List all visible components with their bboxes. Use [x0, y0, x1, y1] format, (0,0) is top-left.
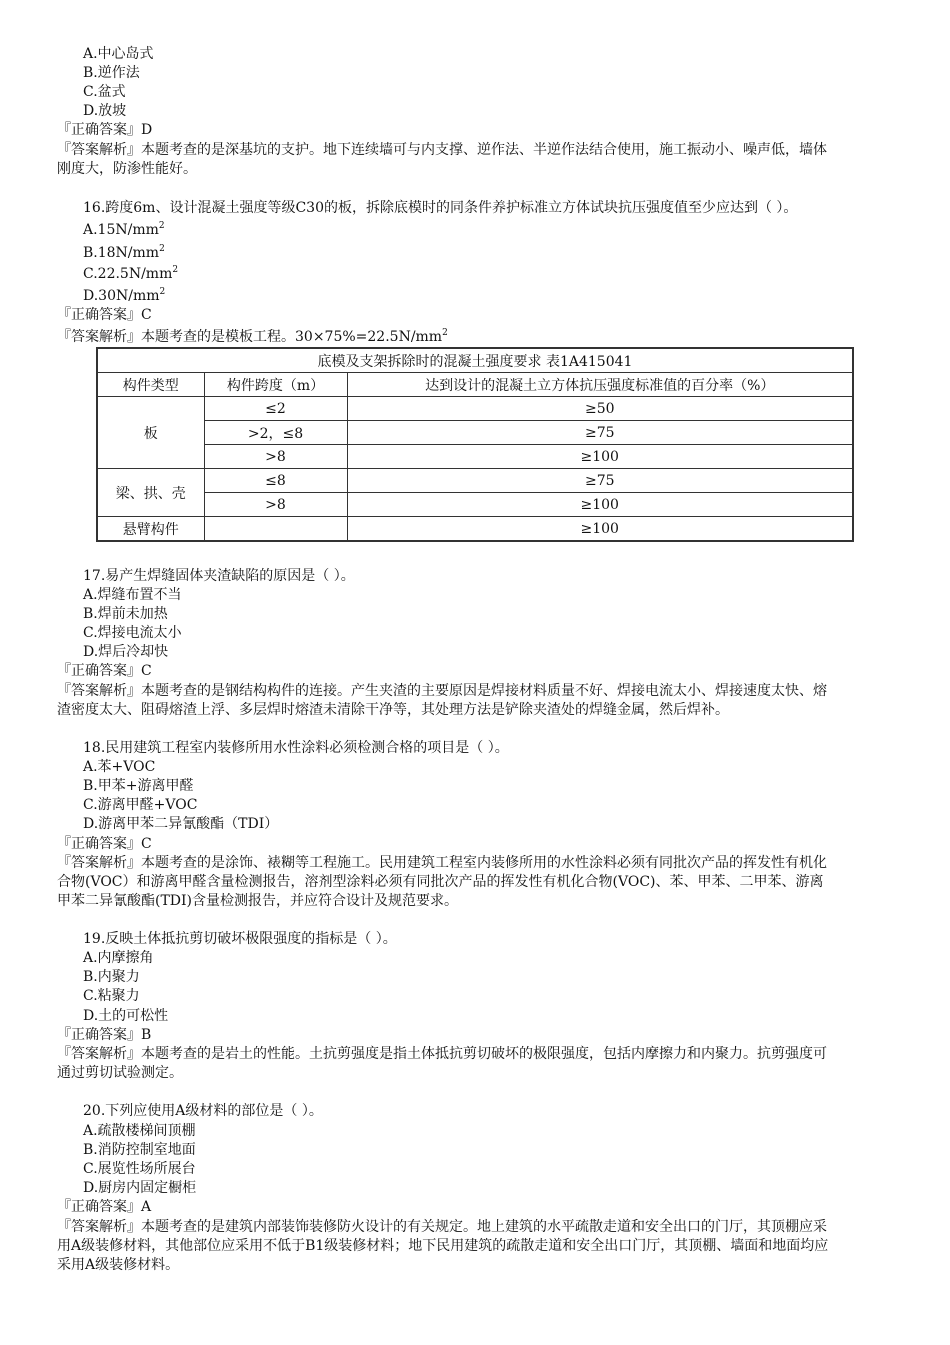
table-caption: 底模及支架拆除时的混凝土强度要求 表1A415041 [97, 348, 853, 373]
option-d: D.土的可松性 [83, 1008, 169, 1024]
option-d: D.游离甲苯二异氰酸酯（TDI） [83, 816, 279, 832]
option-d: D.放坡 [83, 103, 127, 119]
table-cell-span: >2，≤8 [204, 421, 347, 445]
option-c: C.游离甲醛+VOC [83, 797, 198, 813]
table-cell-span: ≤8 [204, 469, 347, 493]
option-a: A.中心岛式 [83, 46, 154, 62]
option-a: A.内摩擦角 [83, 950, 154, 966]
option-b: B.甲苯+游离甲醛 [83, 778, 194, 794]
table-cell-span-empty [204, 517, 347, 542]
answer-analysis: 『答案解析』本题考查的是模板工程。$30\times 75\%=22.5N/mm^2$ [57, 328, 448, 345]
strength-requirement-table [96, 347, 854, 542]
option-c: C.粘聚力 [83, 988, 140, 1004]
answer-analysis-cont: 甲苯二异氰酸酯(TDI)含量检测报告，并应符合设计及规范要求。 [57, 893, 459, 909]
option-c: C.展览性场所展台 [83, 1161, 196, 1177]
option-a: A.苯+VOC [83, 759, 156, 775]
option-b: B.内聚力 [83, 969, 140, 985]
answer-analysis-cont: 用A级装修材料，其他部位应采用不低于B1级装修材料；地下民用建筑的疏散走道和安全出口门厅，其顶棚、墙面和地面均应 [57, 1238, 829, 1254]
table-cell-value: ≥75 [347, 469, 853, 493]
table-header: 构件跨度（m） [204, 373, 347, 397]
table-cell-value: ≥100 [347, 445, 853, 469]
table-cell-type: 悬臂构件 [97, 517, 204, 542]
table-cell-type: 板 [97, 397, 204, 469]
table-header: 达到设计的混凝土立方体抗压强度标准值的百分率（%） [347, 373, 853, 397]
table-cell-span: >8 [204, 493, 347, 517]
correct-answer: 『正确答案』C [57, 307, 152, 323]
table-cell-span: ≤2 [204, 397, 347, 421]
correct-answer: 『正确答案』C [57, 663, 152, 679]
option-b: B.逆作法 [83, 65, 140, 81]
option-b: B.焊前未加热 [83, 606, 168, 622]
option-b: $B.18N/mm^2$ [83, 244, 165, 261]
table-header: 构件类型 [97, 373, 204, 397]
option-c: $C.22.5N/mm^2$ [83, 265, 179, 282]
answer-analysis-cont: 合物(VOC）和游离甲醛含量检测报告，溶剂型涂料必须有同批次产品的挥发性有机化合物(VOC)、苯、甲苯、二甲苯、游离 [57, 874, 824, 890]
table-cell-span: >8 [204, 445, 347, 469]
correct-answer: 『正确答案』A [57, 1199, 152, 1215]
answer-analysis-cont: 渣密度太大、阻碍熔渣上浮、多层焊时熔渣未清除干净等，其处理方法是铲除夹渣处的焊缝金属，然后焊补。 [57, 702, 729, 718]
option-d: D.厨房内固定橱柜 [83, 1180, 197, 1196]
answer-analysis-cont: 通过剪切试验测定。 [57, 1065, 183, 1081]
table-cell-type: 梁、拱、壳 [97, 469, 204, 517]
question-19: 19.反映土体抵抗剪切破坏极限强度的指标是（ ）。 [83, 931, 397, 947]
correct-answer: 『正确答案』B [57, 1027, 152, 1043]
option-a: A.疏散楼梯间顶棚 [83, 1123, 196, 1139]
table-cell-value: ≥75 [347, 421, 853, 445]
question-18: 18.民用建筑工程室内装修所用水性涂料必须检测合格的项目是（ ）。 [83, 740, 509, 756]
question-20: 20.下列应使用A级材料的部位是（ ）。 [83, 1103, 323, 1119]
option-a: A.焊缝布置不当 [83, 587, 182, 603]
option-c: C.盆式 [83, 84, 126, 100]
option-d: D.焊后冷却快 [83, 644, 169, 660]
option-c: C.焊接电流太小 [83, 625, 182, 641]
answer-analysis-cont: 采用A级装修材料。 [57, 1257, 180, 1273]
answer-analysis: 『答案解析』本题考查的是深基坑的支护。地下连续墙可与内支撑、逆作法、半逆作法结合使用，施工振动小、噪声低，墙体 [57, 142, 827, 158]
table-cell-value: ≥50 [347, 397, 853, 421]
answer-analysis: 『答案解析』本题考查的是钢结构构件的连接。产生夹渣的主要原因是焊接材料质量不好、焊接电流太小、焊接速度太快、熔 [57, 683, 827, 699]
table-cell-value: ≥100 [347, 493, 853, 517]
option-b: B.消防控制室地面 [83, 1142, 196, 1158]
answer-analysis: 『答案解析』本题考查的是岩土的性能。土抗剪强度是指土体抵抗剪切破坏的极限强度，包括内摩擦力和内聚力。抗剪强度可 [57, 1046, 827, 1062]
table-cell-value: ≥100 [347, 517, 853, 542]
answer-analysis: 『答案解析』本题考查的是涂饰、裱糊等工程施工。民用建筑工程室内装修所用的水性涂料必须有同批次产品的挥发性有机化 [57, 855, 827, 871]
option-d: $D.30N/mm^2$ [83, 287, 166, 304]
correct-answer: 『正确答案』D [57, 122, 153, 138]
answer-analysis: 『答案解析』本题考查的是建筑内部装饰装修防火设计的有关规定。地上建筑的水平疏散走道和安全出口的门厅，其顶棚应采 [57, 1219, 827, 1235]
correct-answer: 『正确答案』C [57, 836, 152, 852]
question-17: 17.易产生焊缝固体夹渣缺陷的原因是（ ）。 [83, 568, 355, 584]
question-16: 16.跨度6m、设计混凝土强度等级C30的板，拆除底模时的同条件养护标准立方体试块抗压强度值至少应达到（ ）。 [83, 200, 798, 216]
answer-analysis-cont: 刚度大，防渗性能好。 [57, 161, 197, 177]
option-a: $A.15N/mm^2$ [83, 221, 165, 238]
